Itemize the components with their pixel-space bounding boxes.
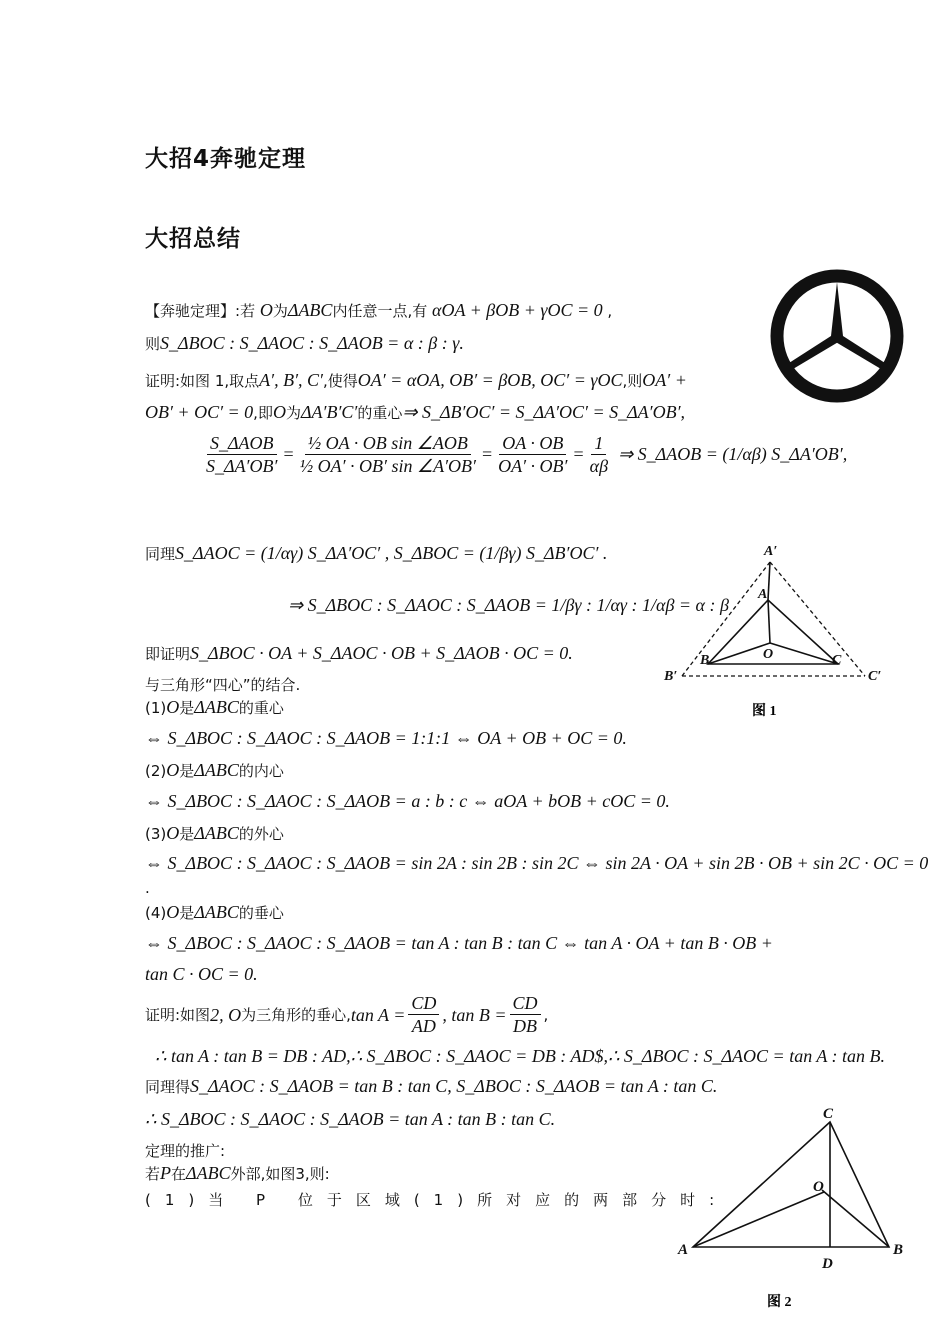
fig2-label-B: B	[893, 1242, 904, 1258]
fig1-label-A: A	[758, 587, 768, 602]
same-line: 同理S_ΔAOC = (1/αγ) S_ΔA′OC′ , S_ΔBOC = (1/βγ) S_ΔB′OC′ .	[145, 543, 608, 563]
center-item-4-expr: ⇔ S_ΔBOC : S_ΔAOC : S_ΔAOB = tan A : tan B : tan C ⇔ tan A · OA + tan B · OB +	[145, 933, 773, 953]
fig1-label-Bp: B′	[664, 669, 678, 684]
fig1-label-Cp: C′	[868, 669, 882, 684]
fig1-label-O: O	[763, 647, 774, 662]
fig2-label-C: C	[823, 1106, 834, 1122]
center-item-1-title: (1)O是ΔABC的重心	[145, 697, 284, 717]
extension-line-1: 若P在ΔABC外部,如图3,则:	[145, 1163, 330, 1183]
mercedes-logo-image	[767, 266, 907, 406]
four-centers-intro: 与三角形“四心”的结合.	[145, 676, 301, 694]
center-item-4-tail: tan C · OC = 0.	[145, 964, 258, 984]
ratio-line: ⇒ S_ΔBOC : S_ΔAOC : S_ΔAOB = 1/βγ : 1/αγ : 1/αβ = α : β	[288, 595, 729, 615]
fig1-label-Ap: A′	[764, 544, 778, 559]
extension-title: 定理的推广:	[145, 1142, 226, 1160]
proof2-line-2: ∴ tan A : tan B = DB : AD,∴ S_ΔBOC : S_ΔAOC = DB : AD$,∴ S_ΔBOC : S_ΔAOC = tan A : tan B.	[155, 1046, 886, 1066]
center-item-3-expr: ⇔ S_ΔBOC : S_ΔAOC : S_ΔAOB = sin 2A : sin 2B : sin 2C ⇔ sin 2A · OA + sin 2B · OB + sin 2C · OC = 0	[145, 853, 929, 873]
theorem-equation: αOA + βOB + γOC = 0	[432, 300, 603, 320]
fig2-label-O: O	[813, 1179, 824, 1195]
fraction-equation: $\frac{\text{S\_ΔAOB}}{S\_\Delta A'OB'}$ = $\frac{\text{½ OA · OB sin ∠AOB}}{\text{½ OA′ · OB′ sin ∠A′OB′}}$ = $\frac{OA \cdot OB}{OA' \cdot OB'}$ = $\frac{1}{\alpha\beta}$ ⇒ S_ΔAOB = (1/αβ) S_ΔA′OB′,	[206, 433, 848, 476]
center-item-3-tail: .	[145, 879, 150, 897]
figure-2-diagram	[675, 1102, 915, 1312]
proof2-line-4: ∴ S_ΔBOC : S_ΔAOC : S_ΔAOB = tan A : tan B : tan C.	[145, 1109, 556, 1129]
extension-line-2: (1)当 P 位于区域(1)所对应的两部分时:	[145, 1191, 729, 1209]
center-item-1-expr: ⇔ S_ΔBOC : S_ΔAOC : S_ΔAOB = 1:1:1 ⇔ OA + OB + OC = 0.	[145, 728, 627, 748]
section-heading: 大招总结	[145, 226, 241, 252]
fig1-label-C: C	[832, 653, 842, 668]
figure-1-diagram	[660, 540, 895, 725]
theorem-line-2: 则S_ΔBOC : S_ΔAOC : S_ΔAOB = α : β : γ.	[145, 333, 464, 353]
theorem-ratio: S_ΔBOC : S_ΔAOC : S_ΔAOB = α : β : γ.	[160, 333, 464, 353]
center-item-3-title: (3)O是ΔABC的外心	[145, 823, 284, 843]
center-item-2-title: (2)O是ΔABC的内心	[145, 760, 284, 780]
conclude-line: 即证明S_ΔBOC · OA + S_ΔAOC · OB + S_ΔAOB · OC = 0.	[145, 643, 573, 663]
center-item-2-expr: ⇔ S_ΔBOC : S_ΔAOC : S_ΔAOB = a : b : c ⇔ aOA + bOB + cOC = 0.	[145, 791, 670, 811]
proof-line-1: 证明:如图 1,取点A′, B′, C′,使得OA′ = αOA, OB′ = βOB, OC′ = γOC,则OA′ +	[145, 370, 687, 390]
proof2-line-1: 证明:如图 2, O 为三角形的垂心, tan A = $\frac{CD}{AD}$ , tan B = $\frac{CD}{DB}$ ,	[145, 993, 549, 1036]
page-title: 大招4奔驰定理	[145, 146, 307, 172]
fig1-label-B: B	[700, 653, 710, 668]
theorem-label: 【奔驰定理】	[145, 302, 236, 320]
fig2-label-A: A	[678, 1242, 689, 1258]
proof2-line-3: 同理得S_ΔAOC : S_ΔAOB = tan B : tan C, S_ΔBOC : S_ΔAOB = tan A : tan C.	[145, 1076, 718, 1096]
proof-line-2: OB′ + OC′ = 0,即O为ΔA′B′C′的重心⇒ S_ΔB′OC′ = S_ΔA′OC′ = S_ΔA′OB′,	[145, 402, 686, 422]
theorem-line-1: 【奔驰定理】:若 O为ΔABC内任意一点,有 αOA + βOB + γOC = 0 ,	[145, 300, 613, 320]
figure-1-caption: 图 1	[752, 704, 777, 719]
figure-2-caption: 图 2	[767, 1295, 792, 1310]
center-item-4-title: (4)O是ΔABC的垂心	[145, 902, 284, 922]
fig2-label-D: D	[822, 1256, 833, 1272]
